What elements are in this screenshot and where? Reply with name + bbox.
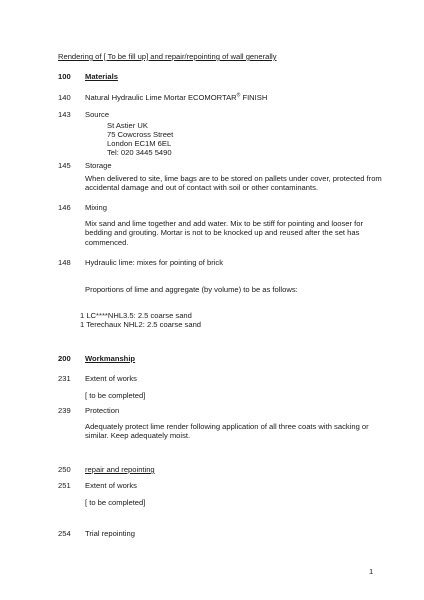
source-address-line: Tel: 020 3445 5490	[107, 148, 172, 157]
section-200-title: Workmanship	[85, 354, 136, 363]
clause-146-title: Mixing	[85, 203, 107, 212]
clause-148-title: Hydraulic lime: mixes for pointing of brick	[85, 258, 224, 267]
clause-250-number: 250	[58, 465, 71, 474]
source-address-line: St Astier UK	[107, 121, 148, 130]
clause-239-title: Protection	[85, 406, 120, 415]
clause-251-number: 251	[58, 481, 71, 490]
clause-231-title: Extent of works	[85, 374, 137, 383]
clause-143-title: Source	[85, 110, 110, 119]
mix-proportion: 1 Terechaux NHL2: 2.5 coarse sand	[80, 320, 202, 329]
clause-239-body: Adequately protect lime render following application of all three coats with sacking or similar. Keep adequately moist.	[85, 422, 369, 441]
clause-251-body: [ to be completed]	[85, 498, 146, 507]
clause-140-title: Natural Hydraulic Lime Mortar ECOMORTAR® FINISH	[85, 92, 268, 102]
section-100-number: 100	[58, 72, 71, 81]
clause-239-number: 239	[58, 406, 71, 415]
clause-254-number: 254	[58, 529, 71, 538]
clause-148-number: 148	[58, 258, 71, 267]
clause-250-title: repair and repointing	[85, 465, 155, 474]
document-heading: Rendering of [ To be fill up] and repair/repointing of wall generally	[58, 52, 277, 61]
clause-146-body: Mix sand and lime together and add water. Mix to be stiff for pointing and looser for bedding and grouting. Mortar is not to be knocked up and reused after the set has commenced.	[85, 219, 364, 247]
section-200-number: 200	[58, 354, 71, 363]
clause-145-title: Storage	[85, 161, 112, 170]
source-address-line: 75 Cowcross Street	[107, 130, 174, 139]
page-number: 1	[369, 567, 374, 576]
clause-145-number: 145	[58, 161, 71, 170]
section-100-title: Materials	[85, 72, 118, 81]
clause-140-number: 140	[58, 93, 71, 102]
clause-148-body: Proportions of lime and aggregate (by volume) to be as follows:	[85, 285, 298, 294]
clause-231-body: [ to be completed]	[85, 391, 146, 400]
clause-254-title: Trial repointing	[85, 529, 135, 538]
clause-143-number: 143	[58, 110, 71, 119]
registered-mark: ®	[236, 92, 241, 99]
clause-145-body: When delivered to site, lime bags are to be stored on pallets under cover, protected from accidental damage and out of contact with soil or other contaminants.	[85, 174, 382, 193]
clause-146-number: 146	[58, 203, 71, 212]
clause-251-title: Extent of works	[85, 481, 137, 490]
mix-proportion: 1 LC****NHL3.5: 2.5 coarse sand	[80, 311, 192, 320]
clause-231-number: 231	[58, 374, 71, 383]
source-address-line: London EC1M 6EL	[107, 139, 172, 148]
